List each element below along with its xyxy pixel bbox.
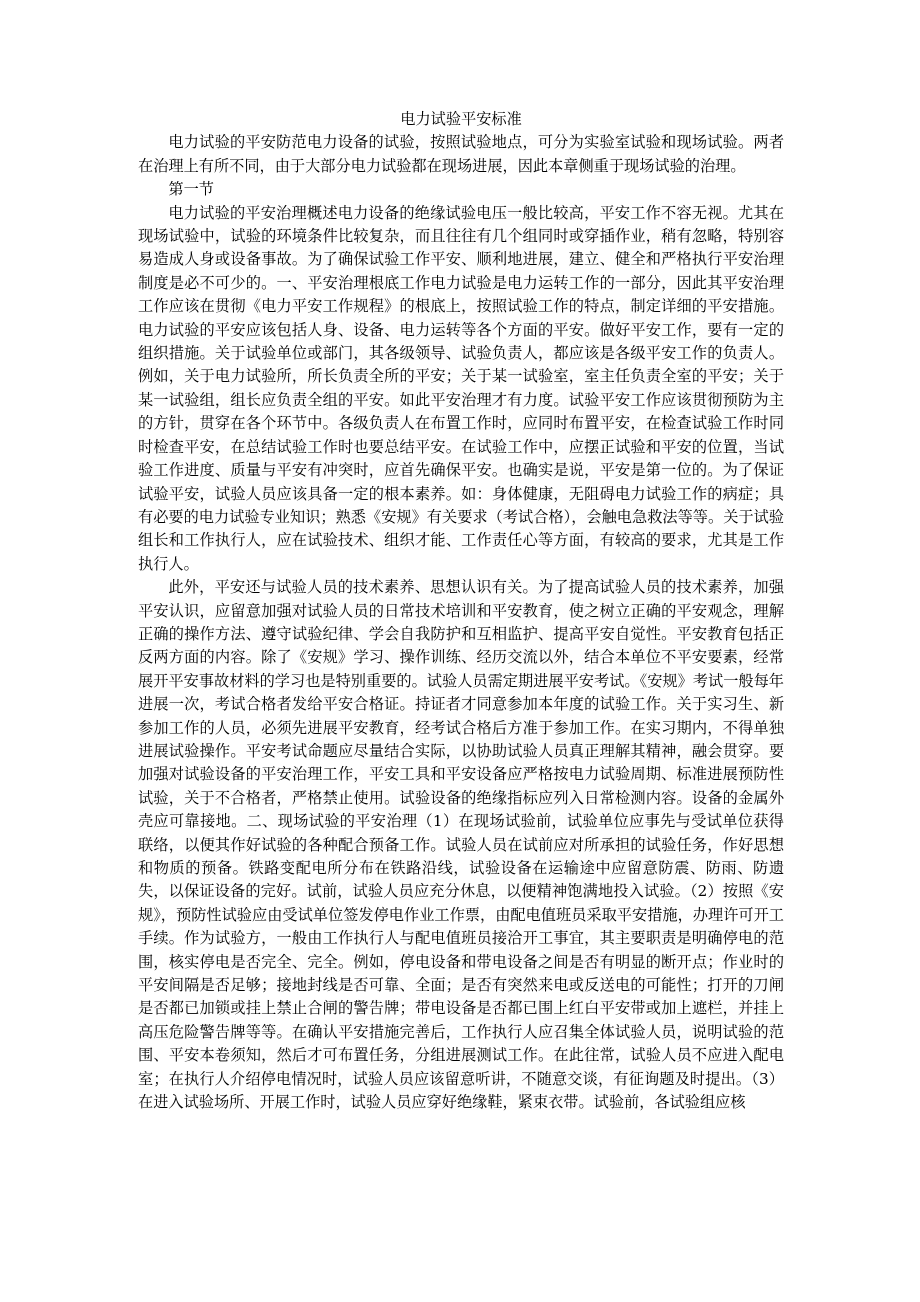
intro-paragraph: 电力试验的平安防范电力设备的试验，按照试验地点，可分为实验室试验和现场试验。两者在治理上有所不同，由于大部分电力试验都在现场进展，因此本章侧重于现场试验的治理。	[138, 133, 784, 175]
document-title: 电力试验平安标准	[400, 110, 522, 128]
section-heading: 第一节	[168, 180, 214, 199]
body-paragraph: 此外，平安还与试验人员的技术素养、思想认识有关。为了提高试验人员的技术素养，加强平安认识，应留意加强对试验人员的日常技术培训和平安教育，使之树立正确的平安观念，理解正确的操作方法、遵守试验纪律、学会自我防护和互相监护、提高平安自觉性。平安教育包括正反两方面的内容。除了《安规》学习、操作训练、经历交流以外，结合本单位不平安要素，经常展开平安事故材料的学习也是特别重要的。试验人员需定期进展平安考试。《安规》考试一般每年进展一次，考试合格者发给平安合格证。持证者才同意参加本年度的试验工作。关于实习生、新参加工作的人员，必须先进展平安教育，经考试合格后方准于参加工作。在实习期内，不得单独进展试验操作。平安考试命题应尽量结合实际，以协助试验人员真正理解其精神，融会贯穿。要加强对试验设备的平安治理工作，平安工具和平安设备应严格按电力试验周期、标准进展预防性试验，关于不合格者，严格禁止使用。试验设备的绝缘指标应列入日常检测内容。设备的金属外壳应可靠接地。二、现场试验的平安治理（1）在现场试验前，试验单位应事先与受试单位获得联络，以便其作好试验的各种配合预备工作。试验人员在试前应对所承担的试验任务，作好思想和物质的预备。铁路变配电所分布在铁路沿线，试验设备在运输途中应留意防震、防雨、防遗失，以保证设备的完好。试前，试验人员应充分休息，以便精神饱满地投入试验。（2）按照《安规》，预防性试验应由受试单位签发停电作业工作票，由配电值班员采取平安措施，办理许可开工手续。作为试验方，一般由工作执行人与配电值班员接洽开工事宜，其主要职责是明确停电的范围，核实停电是否完全、完全。例如，停电设备和带电设备之间是否有明显的断开点；作业时的平安间隔是否足够；接地封线是否可靠、全面；是否有突然来电或反送电的可能性；打开的刀闸是否都已加锁或挂上禁止合闸的警告牌；带电设备是否都已围上红白平安带或加上遮栏，并挂上高压危险警告牌等等。在确认平安措施完善后，工作执行人应召集全体试验人员，说明试验的范围、平安本卷须知，然后才可布置任务，分组进展测试工作。在此往常，试验人员不应进入配电室；在执行人介绍停电情况时，试验人员应该留意听讲，不随意交谈，有征询题及时提出。（3）在进入试验场所、开展工作时，试验人员应穿好绝缘鞋，紧束衣带。试验前，各试验组应核	[138, 578, 784, 1112]
document-page	[138, 108, 784, 1114]
body-paragraph: 电力试验的平安治理概述电力设备的绝缘试验电压一般比较高，平安工作不容无视。尤其在现场试验中，试验的环境条件比较复杂，而且往往有几个组同时或穿插作业，稍有忽略，特别容易造成人身或设备事故。为了确保试验工作平安、顺利地进展，建立、健全和严格执行平安治理制度是必不可少的。一、平安治理根底工作电力试验是电力运转工作的一部分，因此其平安治理工作应该在贯彻《电力平安工作规程》的根底上，按照试验工作的特点，制定详细的平安措施。电力试验的平安应该包括人身、设备、电力运转等各个方面的平安。做好平安工作，要有一定的组织措施。关于试验单位或部门，其各级领导、试验负责人，都应该是各级平安工作的负责人。例如，关于电力试验所，所长负责全所的平安；关于某一试验室，室主任负责全室的平安；关于某一试验组，组长应负责全组的平安。如此平安治理才有力度。试验平安工作应该贯彻预防为主的方针，贯穿在各个环节中。各级负责人在布置工作时，应同时布置平安，在检查试验工作时同时检查平安，在总结试验工作时也要总结平安。在试验工作中，应摆正试验和平安的位置，当试验工作进度、质量与平安有冲突时，应首先确保平安。也确实是说，平安是第一位的。为了保证试验平安，试验人员应该具备一定的根本素养。如：身体健康，无阻碍电力试验工作的病症；具有必要的电力试验专业知识；熟悉《安规》有关要求（考试合格），会触电急救法等等。关于试验组长和工作执行人，应在试验技术、组织才能、工作责任心等方面，有较高的要求，尤其是工作执行人。	[138, 203, 784, 573]
